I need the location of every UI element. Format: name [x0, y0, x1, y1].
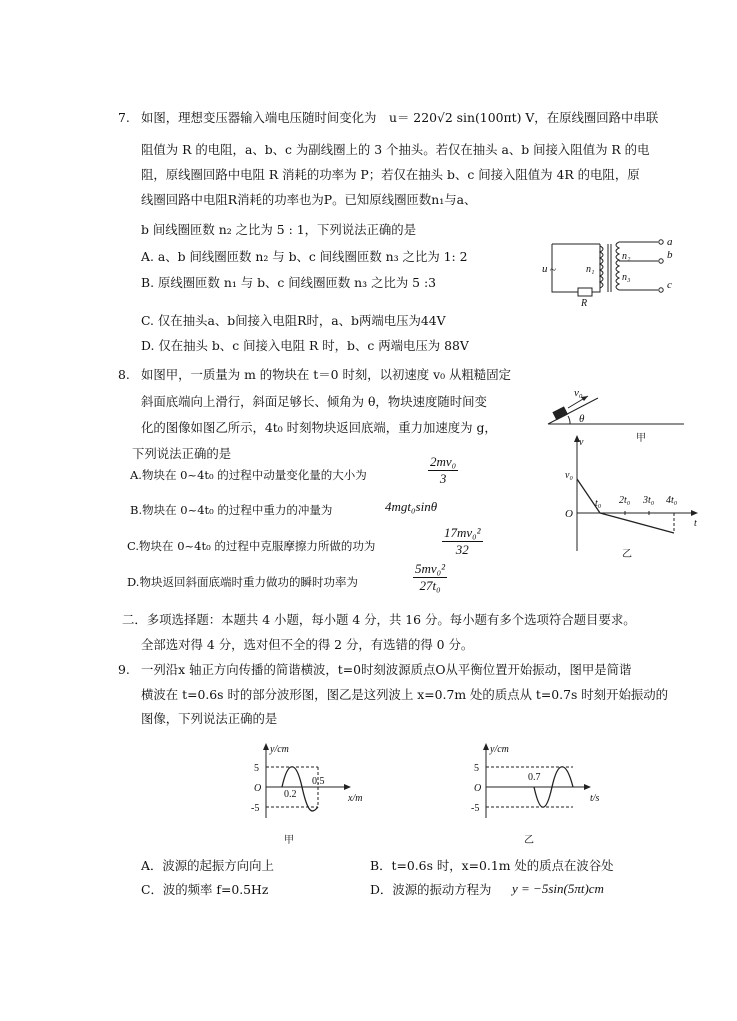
section2-scoring: 全部选对得 4 分，选对但不全的得 2 分，有选错的得 0 分。 — [141, 637, 474, 652]
label-n3: n₃ — [622, 272, 631, 283]
label-t: t — [694, 518, 697, 529]
vibration-graph-yi — [460, 740, 620, 845]
velocity-time-graph — [560, 433, 705, 563]
q8-option-a: A.物块在 0~4t₀ 的过程中动量变化量的大小为 — [130, 468, 367, 482]
section2-heading: 二．多项选择题：本题共 4 小题，每小题 4 分，共 16 分。每小题有多个选项符合题目要求。 — [122, 612, 636, 627]
label-3t0: 3t₀ — [643, 495, 655, 506]
label-u: u — [542, 263, 548, 275]
q8-option-b-value: 4mgt₀sinθ — [385, 499, 438, 514]
label-t: t/s — [590, 793, 600, 804]
v-line-down — [600, 513, 674, 533]
q9-option-d: D．波源的振动方程为 — [370, 882, 492, 897]
label-y: y/cm — [270, 744, 289, 755]
q8-option-d-fraction — [413, 561, 447, 594]
caption-jia: 甲 — [284, 835, 294, 846]
label-neg5: -5 — [251, 803, 260, 814]
label-x: x/m — [348, 793, 363, 804]
q7-line3: 阻，原线圈回路中电阻 R 消耗的功率为 P；若仅在抽头 b、c 间接入阻值为 4R 的电阻，原 — [141, 167, 640, 182]
label-n2: n₂ — [622, 251, 631, 262]
q9-option-a: A．波源的起振方向向上 — [141, 858, 274, 873]
label-origin: O — [474, 783, 482, 794]
label-v0: v₀ — [574, 387, 583, 399]
q9-line1: 一列沿x 轴正方向传播的简谐横波，t=0时刻波源质点O从平衡位置开始振动，图甲是简谐 — [141, 662, 632, 677]
label-theta: θ — [579, 413, 585, 425]
q8-option-b: B.物块在 0~4t₀ 的过程中重力的冲量为 — [130, 503, 333, 517]
label-R: R — [581, 298, 588, 309]
caption-jia: 甲 — [636, 433, 646, 444]
q8-option-c-fraction — [442, 525, 483, 558]
q7-option-b: B. 原线圈匝数 n₁ 与 b、c 间线圈匝数 n₃ 之比为 5 :3 — [141, 275, 437, 290]
label-n1: n₁ — [586, 264, 595, 275]
q9-option-b: B．t=0.6s 时，x=0.1m 处的质点在波谷处 — [370, 858, 614, 873]
q7-line2: 阻值为 R 的电阻，a、b、c 为副线圈上的 3 个抽头。若仅在抽头 a、b 间接入阻值为 R 的电 — [141, 142, 650, 157]
q8-line2: 斜面底端向上滑行，斜面足够长、倾角为 θ，物块速度随时间变 — [141, 394, 487, 409]
label-c: c — [667, 279, 672, 291]
label-origin: O — [254, 783, 262, 794]
fraction-denominator: 3 — [439, 471, 447, 486]
resistor-R — [578, 288, 592, 296]
q7-line5: b 间线圈匝数 n₂ 之比为 5 : 1，下列说法正确的是 — [141, 222, 417, 237]
terminal-a — [659, 240, 663, 244]
label-v: v — [579, 437, 584, 448]
q7-line4: 线圈回路中电阻R消耗的功率也为P。已知原线圈匝数n₁与a、 — [141, 192, 477, 207]
terminal-b — [659, 259, 663, 263]
label-neg5: -5 — [471, 803, 480, 814]
q7-line1b: u＝ 220√2 sin(100πt) V，在原线圈回路中串联 — [389, 110, 659, 125]
q8-number: 8. — [118, 367, 130, 382]
label-y: y/cm — [490, 744, 509, 755]
fraction-numerator: 2mv₀ — [430, 454, 457, 469]
fraction-denominator: 27t₀ — [419, 578, 441, 593]
q7-option-d: D. 仅在抽头 b、c 间接入电阻 R 时，b、c 两端电压为 88V — [141, 338, 469, 353]
label-origin: O — [565, 508, 573, 520]
label-v0: v₀ — [565, 470, 573, 481]
label-0-2: 0.2 — [284, 789, 297, 800]
q8-line4: 下列说法正确的是 — [132, 446, 232, 461]
label-b: b — [667, 249, 673, 261]
label-5: 5 — [254, 763, 259, 774]
label-t0: t₀ — [595, 498, 602, 509]
q8-line3: 化的图像如图乙所示，4t₀ 时刻物块返回底端，重力加速度为 g， — [141, 420, 497, 435]
q9-option-d-equation: y = −5sin(5πt)cm — [512, 881, 604, 896]
fraction-numerator: 5mv₀² — [415, 561, 446, 576]
terminal-c — [659, 288, 663, 292]
q8-line1: 如图甲，一质量为 m 的物块在 t＝0 时刻，以初速度 v₀ 从粗糙固定 — [141, 367, 511, 382]
caption-yi: 乙 — [622, 549, 632, 560]
q8-option-a-fraction — [428, 454, 458, 487]
q9-number: 9. — [118, 662, 130, 677]
q7-line1a: 如图，理想变压器输入端电压随时间变化为 — [141, 110, 377, 125]
block — [552, 406, 568, 420]
caption-yi: 乙 — [524, 835, 534, 846]
label-0-7: 0.7 — [528, 772, 541, 783]
label-0-5: 0.5 — [312, 776, 325, 787]
label-tilde: ~ — [550, 264, 556, 276]
fraction-numerator: 17mv₀² — [444, 525, 481, 540]
q7-option-a: A. a、b 间线圈匝数 n₂ 与 b、c 间线圈匝数 n₃ 之比为 1: 2 — [141, 249, 468, 264]
q9-option-c: C．波的频率 f=0.5Hz — [141, 882, 269, 897]
wave-graph-jia — [240, 740, 380, 845]
fraction-denominator: 32 — [455, 542, 469, 557]
transformer-circuit-figure — [540, 232, 685, 309]
label-5: 5 — [474, 763, 479, 774]
q7-option-c: C. 仅在抽头a、b间接入电阻R时，a、b两端电压为44V — [141, 313, 446, 328]
label-2t0: 2t₀ — [619, 495, 631, 506]
label-a: a — [667, 236, 673, 248]
q9-line2: 横波在 t=0.6s 时的部分波形图，图乙是这列波上 x=0.7m 处的质点从 t=0.7s 时刻开始振动的 — [141, 687, 669, 702]
q8-option-c: C.物块在 0~4t₀ 的过程中克服摩擦力所做的功为 — [127, 539, 376, 553]
q7-number: 7. — [118, 110, 130, 125]
q9-line3: 图像，下列说法正确的是 — [141, 711, 278, 726]
label-4t0: 4t₀ — [666, 495, 678, 506]
q8-option-d: D.物块返回斜面底端时重力做功的瞬时功率为 — [127, 575, 358, 589]
